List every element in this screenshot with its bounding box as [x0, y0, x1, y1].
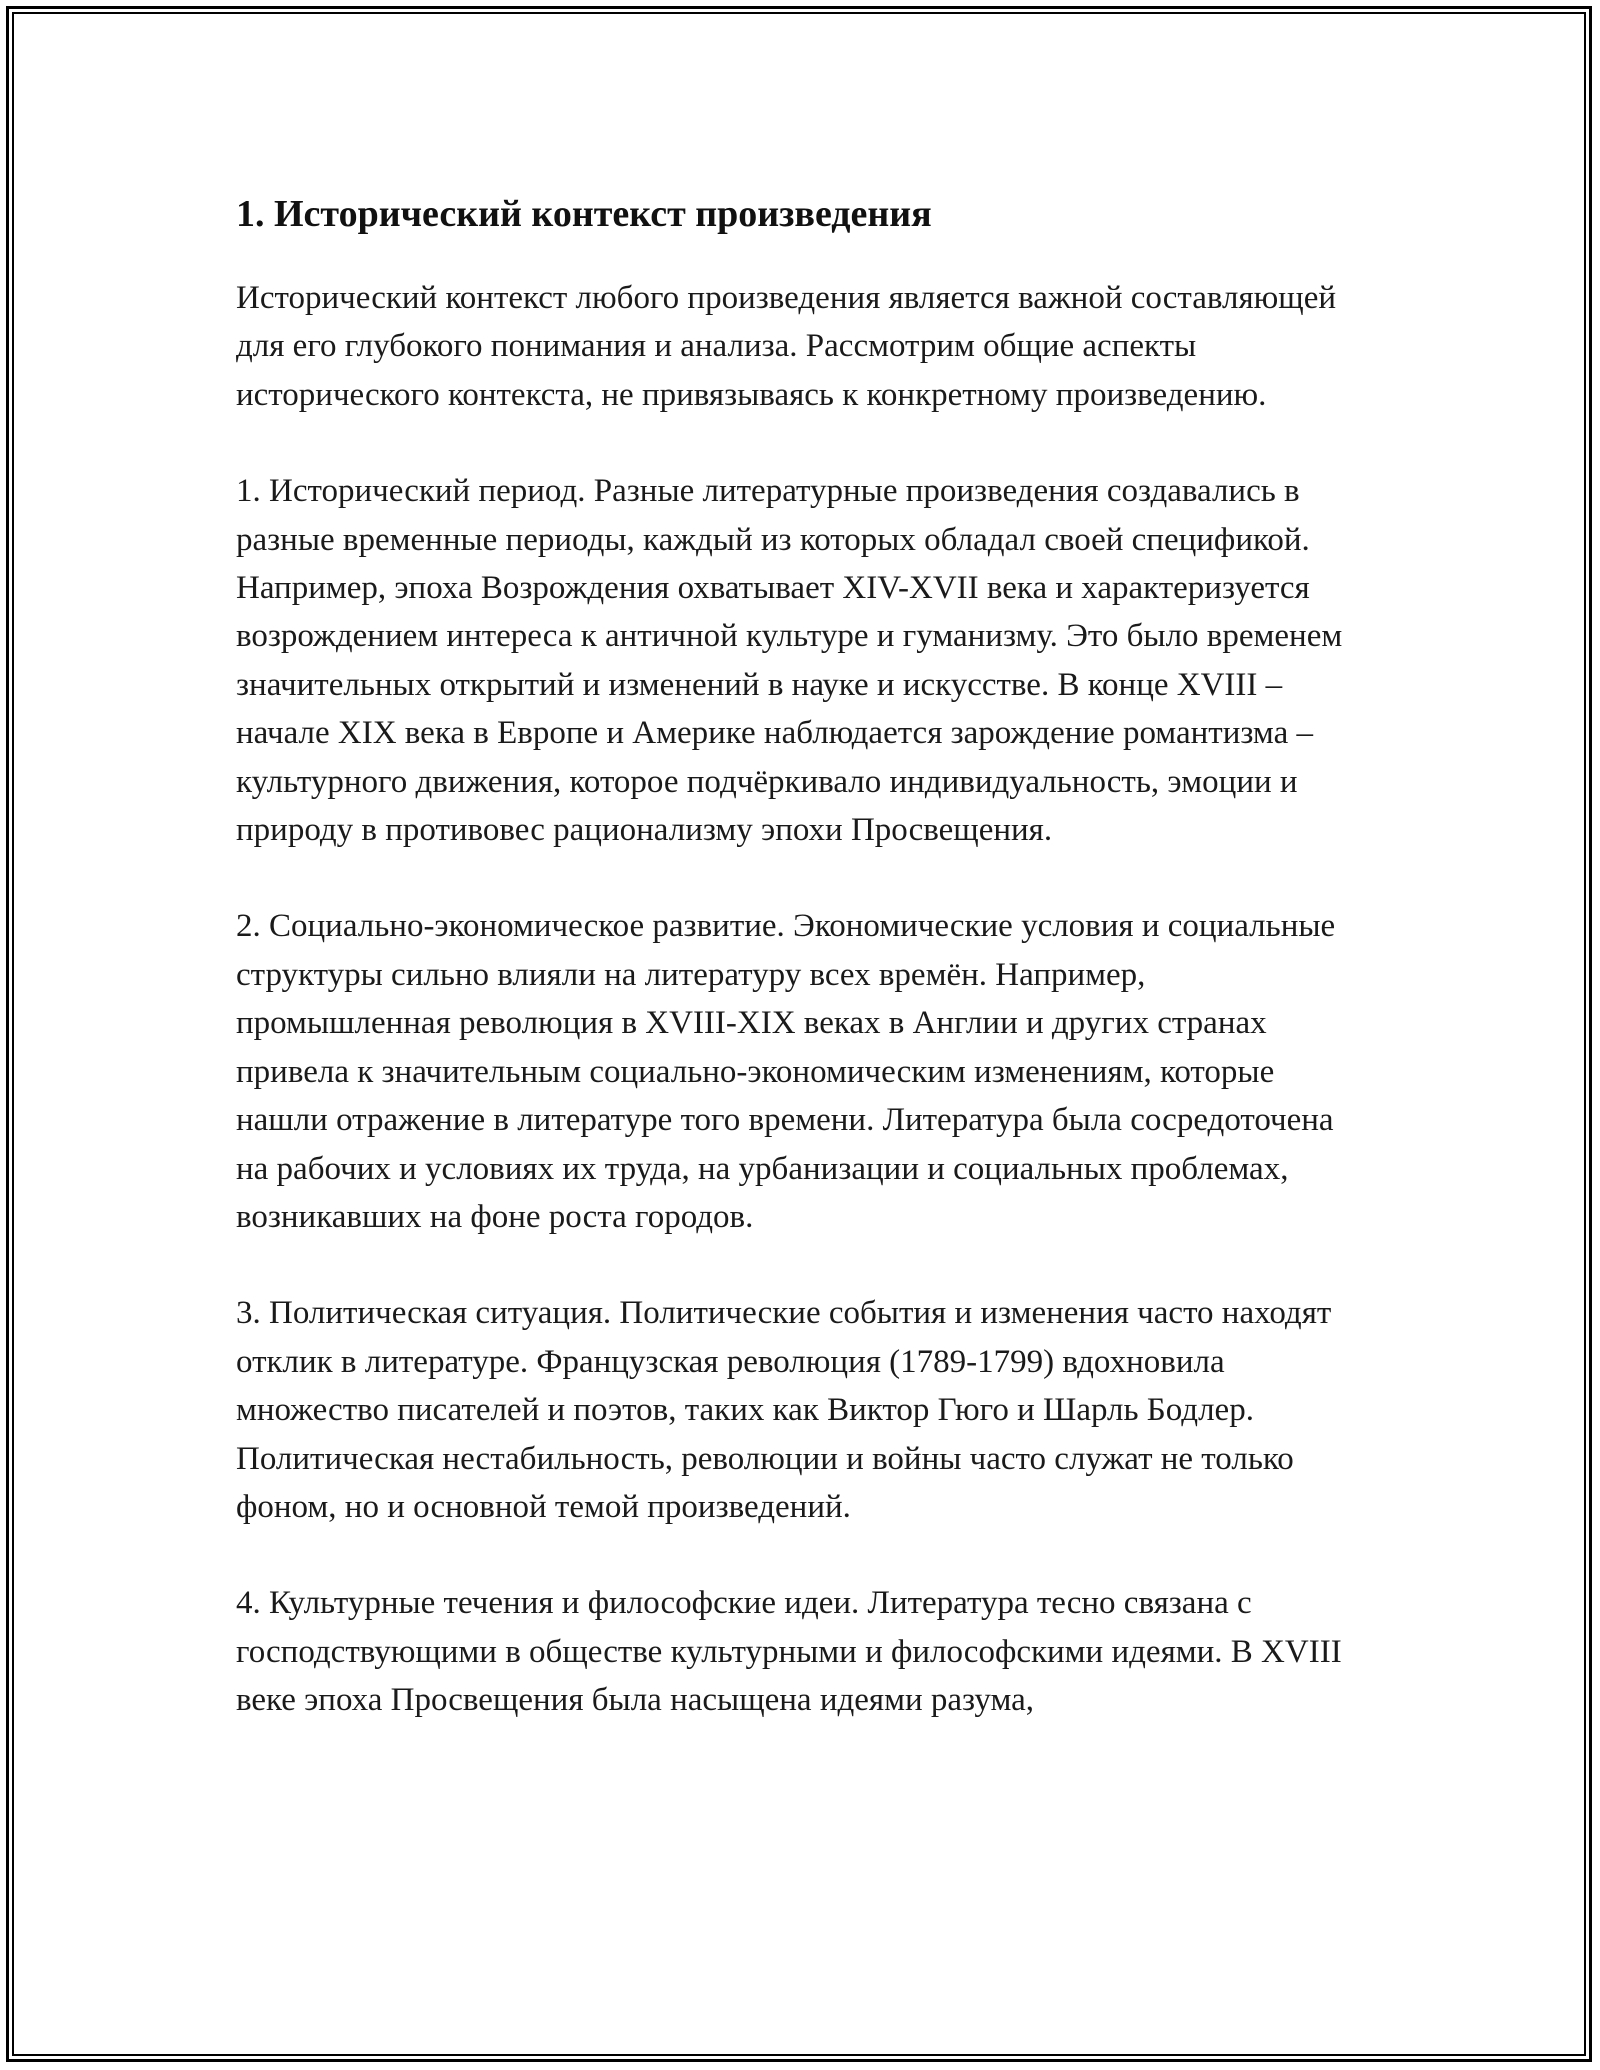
paragraph-political-situation: 3. Политическая ситуация. Политические события и изменения часто находят отклик в литературе. Французская революция (1789-1799) вдохновила множество писателей и поэтов, таких как Виктор Гюго и Шарль Бодлер. Политическая нестабильность, революции и войны часто служат не только фоном, но и основной темой произведений. [236, 1295, 1332, 1525]
document-title: 1. Исторический контекст произведения [236, 193, 932, 235]
paragraph-historical-period: 1. Исторический период. Разные литературные произведения создавались в разные временные периоды, каждый из которых обладал своей спецификой. Например, эпоха Возрождения охватывает XIV-XVII века и характеризуется возрождением интереса к античной культуре и гуманизму. Это было временем значительных открытий и изменений в науке и искусстве. В конце XVIII – начале XIX века в Европе и Америке наблюдается зарождение романтизма – культурного движения, которое подчёркивало индивидуальность, эмоции и природу в противовес рационализму эпохи Просвещения. [236, 473, 1343, 849]
paragraph-socio-economic: 2. Социально-экономическое развитие. Экономические условия и социальные структуры сильно влияли на литературу всех времён. Например, промышленная революция в XVIII-XIX веках в Англии и других странах привела к значительным социально-экономическим изменениям, которые нашли отражение в литературе того времени. Литература была сосредоточена на рабочих и условиях их труда, на урбанизации и социальных проблемах, возникавших на фоне роста городов. [236, 908, 1336, 1235]
paragraph-intro: Исторический контекст любого произведения является важной составляющей для его глубокого понимания и анализа. Рассмотрим общие аспекты исторического контекста, не привязываясь к конкретному произведению. [236, 280, 1337, 413]
paragraph-cultural-currents: 4. Культурные течения и философские идеи. Литература тесно связана с господствующими в обществе культурными и философскими идеями. В XVIII веке эпоха Просвещения была насыщена идеями разума, [236, 1585, 1342, 1719]
document-body [236, 188, 1366, 1725]
